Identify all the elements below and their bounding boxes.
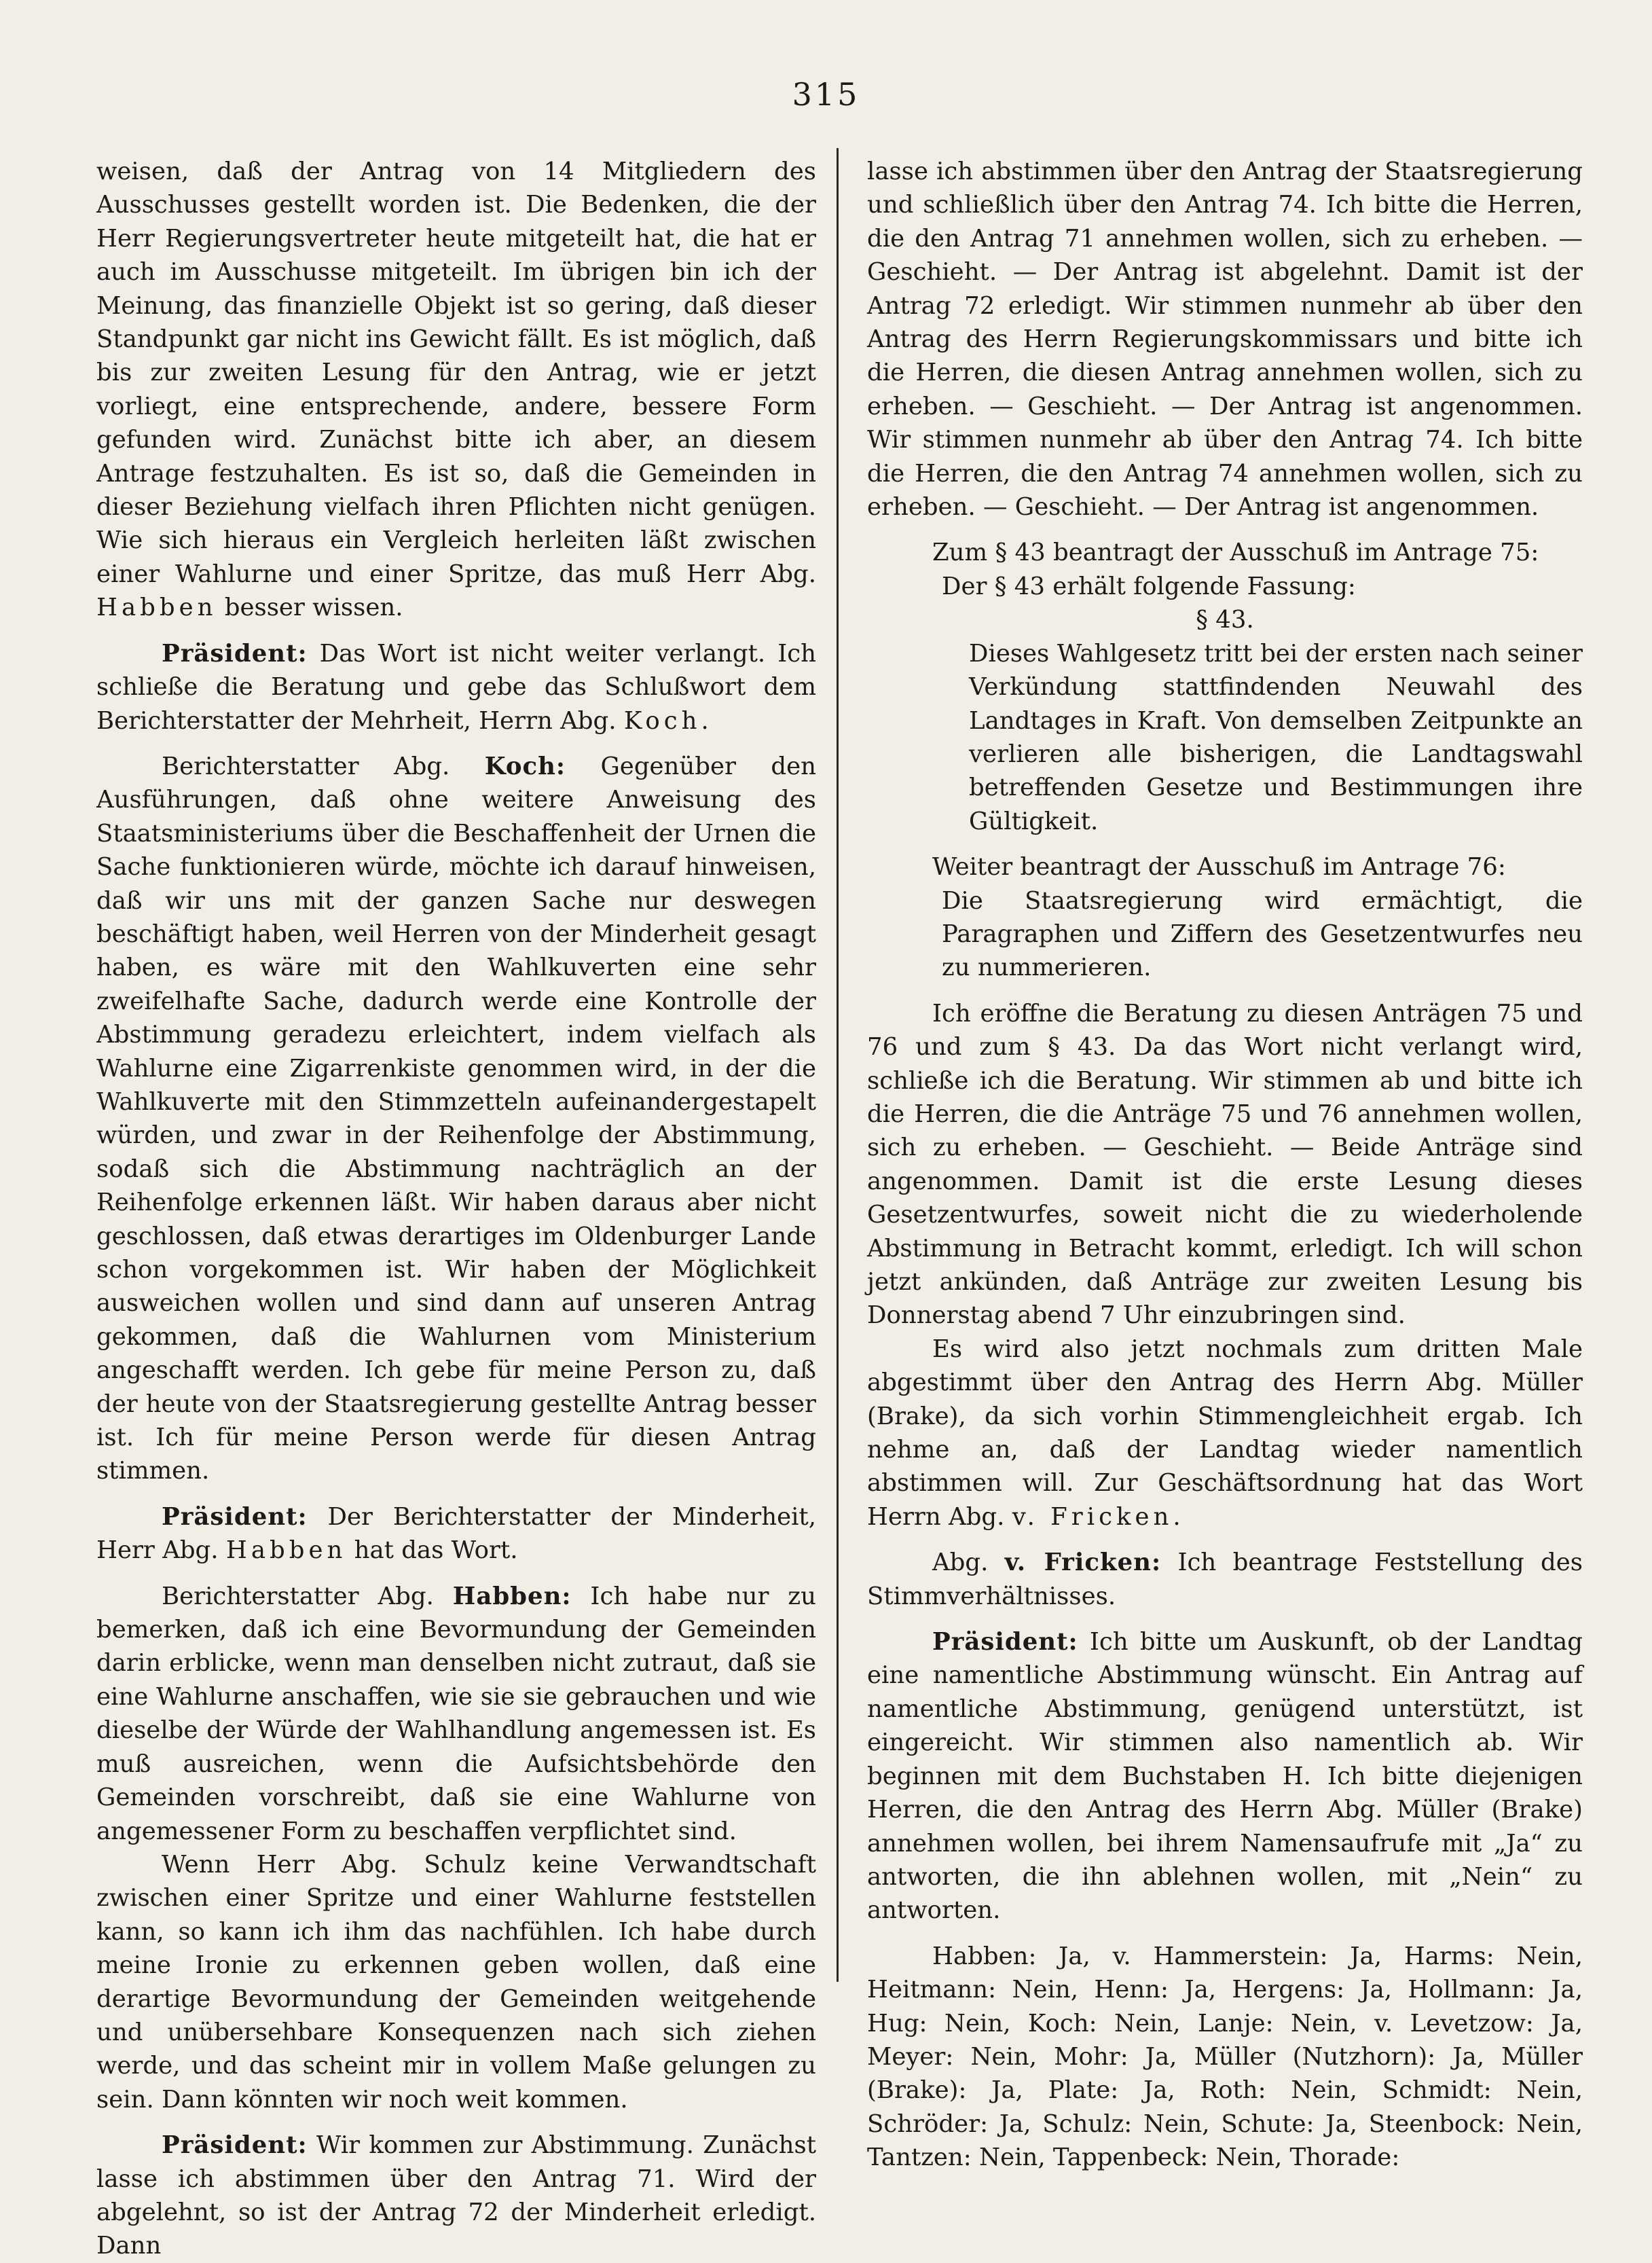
speaker-label: Koch: xyxy=(484,752,566,780)
paragraph xyxy=(867,1546,1583,1613)
left-column xyxy=(96,155,816,2263)
paragraph xyxy=(96,2129,816,2263)
paragraph-text: Ich habe nur zu bemerken, daß ich eine Bevormundung der Gemeinden darin erblicke, wenn man denselben nicht zutraut, daß sie eine Wahlurne anschaffen, wie sie sie gebrauchen und wie dieselbe der Würde der Wahlhandlung angemessen ist. Es muß ausreichen, wenn die Aufsichtsbehörde den Gemeinden vorschreibt, daß sie eine Wahlurne von angemessener Form zu beschaffen verpflichtet sind. xyxy=(96,1582,816,1845)
paragraph xyxy=(96,637,816,738)
paragraph xyxy=(867,1333,1583,1534)
speaker-label: Präsident: xyxy=(932,1628,1078,1656)
right-column xyxy=(867,155,1583,2175)
spaced-name: Habben xyxy=(225,1536,347,1565)
speaker-label: v. Fricken: xyxy=(1004,1549,1162,1577)
speaker-label: Präsident: xyxy=(162,1502,308,1531)
paragraph-text: weisen, daß der Antrag von 14 Mitgliedern des Ausschusses gestellt worden ist. Die Bedenken, die der Herr Regierungsvertreter heute mitgeteilt hat, die hat er auch im Ausschusse mitgeteilt. Im übrigen bin ich der Meinung, das finanzielle Objekt ist so gering, daß dieser Standpunkt gar nicht ins Gewicht fällt. Es ist möglich, daß bis zur zweiten Lesung für den Antrag, wie er jetzt vorliegt, eine entsprechende, andere, bessere Form gefunden wird. Zunächst bitte ich aber, an diesem Antrage festzuhalten. Es ist so, daß die Gemeinden in dieser Beziehung vielfach ihren Pflichten nicht genügen. Wie sich hieraus ein Vergleich herleiten läßt zwischen einer Wahlurne und einer Spritze, das muß Herr Abg. xyxy=(96,158,816,588)
paragraph-text: Ich bitte um Auskunft, ob der Landtag eine namentliche Abstimmung wünscht. Ein Antrag auf namentliche Abstimmung, genügend unterstützt, ist eingereicht. Wir stimmen also namentlich ab. Wir beginnen mit dem Buchstaben H. Ich bitte diejenigen Herren, die den Antrag des Herrn Abg. Müller (Brake) annehmen wollen, bei ihrem Namensaufrufe mit „Ja“ zu antworten, die ihn ablehnen wollen, mit „Nein“ zu antworten. xyxy=(867,1628,1583,1925)
motion-text: Die Staatsregierung wird ermächtigt, die Paragraphen und Ziffern des Gesetzentwurfes neu zu nummerieren. xyxy=(942,886,1583,982)
paragraph xyxy=(96,1580,816,1848)
column-divider xyxy=(837,148,839,1982)
spaced-name: v. Fricken. xyxy=(1012,1502,1185,1531)
speaker-prefix: Berichterstatter Abg. xyxy=(162,1582,434,1610)
section-number: § 43. xyxy=(1196,606,1254,634)
paragraph xyxy=(96,750,816,1488)
speaker-prefix: Abg. xyxy=(932,1549,989,1577)
speaker-prefix: Berichterstatter Abg. xyxy=(162,752,450,780)
paragraph-text: Wir kommen zur Abstimmung. Zunächst lasse ich abstimmen über den Antrag 71. Wird der abgelehnt, so ist der Antrag 72 der Minderheit erledigt. Dann xyxy=(96,2131,816,2260)
paragraph: Wenn Herr Abg. Schulz keine Verwandtschaft zwischen einer Spritze und einer Wahlurne feststellen kann, so kann ich ihm das nachfühlen. Ich habe durch meine Ironie zu erkennen geben wollen, daß eine derartige Bevormundung der Gemeinden weitgehende und unübersehbare Konsequenzen nach sich ziehen werde, und das scheint mir in vollem Maße gelungen zu sein. Dann könnten wir noch weit kommen. xyxy=(96,1850,816,2114)
motion-text: Dieses Wahlgesetz tritt bei der ersten nach seiner Verkündung stattfindenden Neuwahl des Landtages in Kraft. Von demselben Zeitpunkte an verlieren alle bisherigen, die Landtagswahl betreffenden Gesetze und Bestimmungen ihre Gültigkeit. xyxy=(969,639,1583,835)
roll-call-list: Habben: Ja, v. Hammerstein: Ja, Harms: Nein, Heitmann: Nein, Henn: Ja, Hergens: Ja, Hollmann: Ja, Hug: Nein, Koch: Nein, Lanje: Nein, v. Levetzow: Ja, Meyer: Nein, Mohr: Ja, Müller (Nutzhorn): Ja, Müller (Brake): Ja, Plate: Ja, Roth: Nein, Schmidt: Nein, Schröder: Ja, Schulz: Nein, Schute: Ja, Steenbock: Nein, Tantzen: Nein, Tappenbeck: Nein, Thorade: xyxy=(867,1942,1583,2172)
paragraph: Weiter beantragt der Ausschuß im Antrage 76: xyxy=(932,853,1506,882)
paragraph-text: Gegenüber den Ausführungen, daß ohne weitere Anweisung des Staatsministeriums über die Beschaffenheit der Urnen die Sache funktionieren würde, möchte ich darauf hinweisen, daß wir uns mit der ganzen Sache nur deswegen beschäftigt haben, weil Herren von der Minderheit gesagt haben, es wäre mit den Wahlkuverten eine sehr zweifelhafte Sache, dadurch werde eine Kontrolle der Abstimmung geradezu erleichtert, indem vielfach als Wahlurne eine Zigarrenkiste genommen wird, in der die Wahlkuverte mit den Stimmzetteln aufeinandergestapelt würden, und zwar in der Reihenfolge der Abstimmung, sodaß sich die Abstimmung nachträglich an der Reihenfolge erkennen läßt. Wir haben daraus aber nicht geschlossen, daß etwas derartiges im Oldenburger Lande schon vorgekommen ist. Wir haben der Möglichkeit ausweichen wollen und sind dann auf unseren Antrag gekommen, daß die Wahlurnen vom Ministerium angeschafft werden. Ich gebe für meine Person zu, daß der heute von der Staatsregierung gestellte Antrag besser ist. Ich für meine Person werde für diesen Antrag stimmen. xyxy=(96,752,816,1485)
paragraph-text: besser wissen. xyxy=(224,594,403,622)
spaced-name: Habben xyxy=(96,594,217,622)
paragraph-text: Das Wort ist nicht weiter verlangt. Ich schließe die Beratung und gebe das Schlußwort dem Berichterstatter der Mehrheit, Herrn Abg. xyxy=(96,639,816,735)
paragraph: lasse ich abstimmen über den Antrag der Staatsregierung und schließlich über den Antrag 74. Ich bitte die Herren, die den Antrag 71 annehmen wollen, sich zu erheben. — Geschieht. — Der Antrag ist abgelehnt. Damit ist der Antrag 72 erledigt. Wir stimmen nunmehr ab über den Antrag des Herrn Regierungskommissars und bitte ich die Herren, die diesen Antrag annehmen wollen, sich zu erheben. — Geschieht. — Der Antrag ist angenommen. Wir stimmen nunmehr ab über den Antrag 74. Ich bitte die Herren, die den Antrag 74 annehmen wollen, sich zu erheben. — Geschieht. — Der Antrag ist angenommen. xyxy=(867,158,1583,522)
paragraph-text: Der Berichterstatter der Minderheit, Herr Abg. xyxy=(96,1502,816,1565)
page-number: 315 xyxy=(792,76,860,113)
speaker-label: Präsident: xyxy=(162,639,308,668)
paragraph xyxy=(867,1625,1583,1927)
paragraph-text: Es wird also jetzt nochmals zum dritten Male abgestimmt über den Antrag des Herrn Abg. Müller (Brake), da sich vorhin Stimmengleichheit ergab. Ich nehme an, daß der Landtag wieder namentlich abstimmen will. Zur Geschäftsordnung hat das Wort Herrn Abg. xyxy=(867,1335,1583,1531)
paragraph: Zum § 43 beantragt der Ausschuß im Antrage 75: xyxy=(932,539,1539,567)
spaced-name: Koch. xyxy=(623,706,713,735)
paragraph-text: hat das Wort. xyxy=(354,1536,518,1565)
speaker-label: Habben: xyxy=(452,1582,572,1610)
paragraph xyxy=(96,1500,816,1568)
paragraph: Ich eröffne die Beratung zu diesen Anträgen 75 und 76 und zum § 43. Da das Wort nicht verlangt wird, schließe ich die Beratung. Wir stimmen ab und bitte ich die Herren, die die Anträge 75 und 76 annehmen wollen, sich zu erheben. — Geschieht. — Beide Anträge sind angenommen. Damit ist die erste Lesung dieses Gesetzentwurfes, soweit nicht die zu wiederholende Abstimmung in Betracht kommt, erledigt. Ich will schon jetzt ankünden, daß Anträge zur zweiten Lesung bis Donnerstag abend 7 Uhr einzubringen sind. xyxy=(867,999,1583,1330)
motion-heading: Der § 43 erhält folgende Fassung: xyxy=(942,572,1356,600)
speaker-label: Präsident: xyxy=(162,2131,308,2160)
paragraph xyxy=(96,155,816,625)
paragraph-text: Ich beantrage Feststellung des Stimmverhältnisses. xyxy=(867,1549,1583,1610)
